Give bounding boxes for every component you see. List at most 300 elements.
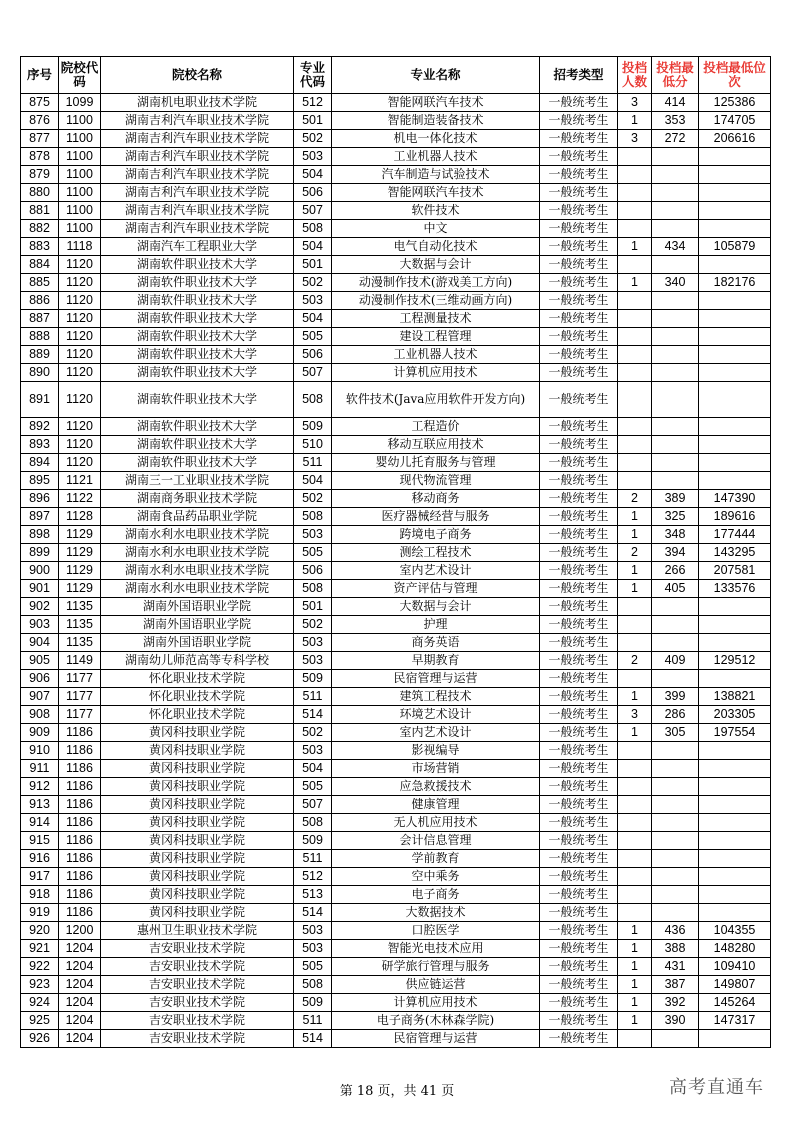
cell-major-code: 503: [294, 292, 332, 310]
cell-min-score: [652, 616, 699, 634]
cell-min-score: [652, 202, 699, 220]
cell-major-code: 508: [294, 580, 332, 598]
cell-type: 一般统考生: [540, 886, 618, 904]
cell-school-name: 湖南软件职业技术大学: [101, 436, 294, 454]
cell-seq: 921: [21, 940, 59, 958]
cell-major-name: 医疗器械经营与服务: [332, 508, 540, 526]
table-row: [21, 742, 771, 760]
cell-school-code: 1186: [59, 814, 101, 832]
cell-school-name: 湖南吉利汽车职业技术学院: [101, 184, 294, 202]
cell-school-code: 1186: [59, 778, 101, 796]
cell-type: 一般统考生: [540, 238, 618, 256]
cell-min-rank: 197554: [699, 724, 771, 742]
cell-seq: 892: [21, 418, 59, 436]
cell-min-score: 390: [652, 1012, 699, 1030]
cell-min-rank: 203305: [699, 706, 771, 724]
cell-count: 1: [618, 274, 652, 292]
table-row: [21, 310, 771, 328]
cell-type: 一般统考生: [540, 904, 618, 922]
cell-seq: 881: [21, 202, 59, 220]
table-body: [21, 94, 771, 1048]
cell-major-name: 建筑工程技术: [332, 688, 540, 706]
cell-count: [618, 886, 652, 904]
cell-school-name: 黄冈科技职业学院: [101, 778, 294, 796]
cell-min-rank: [699, 310, 771, 328]
cell-major-name: 民宿管理与运营: [332, 670, 540, 688]
cell-major-name: 软件技术: [332, 202, 540, 220]
cell-type: 一般统考生: [540, 202, 618, 220]
cell-major-code: 503: [294, 940, 332, 958]
cell-type: 一般统考生: [540, 616, 618, 634]
cell-min-score: [652, 418, 699, 436]
cell-school-name: 吉安职业技术学院: [101, 940, 294, 958]
cell-major-code: 502: [294, 490, 332, 508]
cell-seq: 887: [21, 310, 59, 328]
cell-count: 1: [618, 1012, 652, 1030]
cell-school-code: 1129: [59, 526, 101, 544]
cell-min-rank: [699, 796, 771, 814]
table-row: [21, 148, 771, 166]
cell-major-code: 510: [294, 436, 332, 454]
cell-school-name: 黄冈科技职业学院: [101, 760, 294, 778]
table-row: [21, 112, 771, 130]
cell-school-code: 1186: [59, 886, 101, 904]
admission-table: [20, 56, 771, 1048]
cell-count: 3: [618, 706, 652, 724]
cell-type: 一般统考生: [540, 1012, 618, 1030]
cell-major-name: 智能网联汽车技术: [332, 94, 540, 112]
cell-major-code: 505: [294, 958, 332, 976]
table-row: [21, 256, 771, 274]
cell-major-name: 工业机器人技术: [332, 346, 540, 364]
cell-type: 一般统考生: [540, 850, 618, 868]
cell-school-code: 1120: [59, 346, 101, 364]
table-row: [21, 706, 771, 724]
cell-school-code: 1200: [59, 922, 101, 940]
cell-min-rank: [699, 454, 771, 472]
cell-seq: 890: [21, 364, 59, 382]
cell-count: [618, 382, 652, 418]
cell-seq: 908: [21, 706, 59, 724]
cell-major-name: 智能制造装备技术: [332, 112, 540, 130]
header-major-code: 专业代码: [294, 57, 332, 94]
header-seq: 序号: [21, 57, 59, 94]
cell-school-code: 1186: [59, 832, 101, 850]
cell-school-name: 湖南软件职业技术大学: [101, 454, 294, 472]
cell-min-score: [652, 346, 699, 364]
cell-school-code: 1100: [59, 112, 101, 130]
table-row: [21, 832, 771, 850]
cell-count: [618, 742, 652, 760]
cell-count: 2: [618, 544, 652, 562]
cell-school-code: 1099: [59, 94, 101, 112]
cell-min-score: 431: [652, 958, 699, 976]
cell-major-name: 大数据与会计: [332, 598, 540, 616]
table-row: [21, 544, 771, 562]
cell-school-name: 湖南水利水电职业技术学院: [101, 562, 294, 580]
cell-count: [618, 292, 652, 310]
cell-count: [618, 850, 652, 868]
cell-min-score: 434: [652, 238, 699, 256]
cell-min-score: 286: [652, 706, 699, 724]
cell-major-name: 机电一体化技术: [332, 130, 540, 148]
cell-school-name: 湖南软件职业技术大学: [101, 256, 294, 274]
cell-min-rank: 109410: [699, 958, 771, 976]
cell-count: 1: [618, 958, 652, 976]
cell-count: [618, 256, 652, 274]
cell-seq: 916: [21, 850, 59, 868]
cell-school-name: 湖南吉利汽车职业技术学院: [101, 166, 294, 184]
cell-type: 一般统考生: [540, 148, 618, 166]
cell-count: 1: [618, 112, 652, 130]
cell-min-rank: 149807: [699, 976, 771, 994]
cell-type: 一般统考生: [540, 994, 618, 1012]
cell-min-score: [652, 886, 699, 904]
cell-major-code: 503: [294, 634, 332, 652]
cell-school-name: 湖南软件职业技术大学: [101, 274, 294, 292]
cell-seq: 914: [21, 814, 59, 832]
cell-school-code: 1120: [59, 364, 101, 382]
cell-seq: 885: [21, 274, 59, 292]
table-row: [21, 220, 771, 238]
cell-major-code: 514: [294, 706, 332, 724]
table-row: [21, 580, 771, 598]
cell-school-name: 湖南外国语职业学院: [101, 598, 294, 616]
cell-major-name: 会计信息管理: [332, 832, 540, 850]
table-row: [21, 490, 771, 508]
cell-min-rank: 125386: [699, 94, 771, 112]
cell-min-rank: [699, 436, 771, 454]
cell-min-rank: [699, 778, 771, 796]
cell-type: 一般统考生: [540, 382, 618, 418]
cell-school-code: 1186: [59, 742, 101, 760]
cell-school-code: 1129: [59, 580, 101, 598]
cell-school-code: 1204: [59, 940, 101, 958]
cell-major-code: 508: [294, 382, 332, 418]
cell-school-name: 湖南幼儿师范高等专科学校: [101, 652, 294, 670]
cell-school-code: 1120: [59, 310, 101, 328]
cell-major-code: 501: [294, 112, 332, 130]
cell-major-name: 建设工程管理: [332, 328, 540, 346]
cell-major-code: 511: [294, 688, 332, 706]
cell-seq: 888: [21, 328, 59, 346]
cell-major-name: 电子商务(木林森学院): [332, 1012, 540, 1030]
cell-type: 一般统考生: [540, 922, 618, 940]
cell-major-name: 护理: [332, 616, 540, 634]
cell-major-name: 动漫制作技术(游戏美工方向): [332, 274, 540, 292]
cell-major-code: 501: [294, 256, 332, 274]
cell-min-rank: 145264: [699, 994, 771, 1012]
cell-min-score: 394: [652, 544, 699, 562]
cell-school-code: 1120: [59, 418, 101, 436]
cell-seq: 925: [21, 1012, 59, 1030]
cell-seq: 904: [21, 634, 59, 652]
cell-major-name: 室内艺术设计: [332, 562, 540, 580]
cell-school-code: 1186: [59, 796, 101, 814]
cell-major-code: 504: [294, 760, 332, 778]
cell-school-code: 1204: [59, 976, 101, 994]
cell-school-name: 湖南软件职业技术大学: [101, 418, 294, 436]
cell-school-code: 1100: [59, 220, 101, 238]
cell-seq: 875: [21, 94, 59, 112]
cell-min-score: 305: [652, 724, 699, 742]
cell-major-code: 509: [294, 670, 332, 688]
cell-seq: 918: [21, 886, 59, 904]
table-row: [21, 274, 771, 292]
cell-school-code: 1120: [59, 382, 101, 418]
cell-school-name: 湖南吉利汽车职业技术学院: [101, 202, 294, 220]
cell-min-score: [652, 850, 699, 868]
cell-major-name: 汽车制造与试验技术: [332, 166, 540, 184]
cell-type: 一般统考生: [540, 868, 618, 886]
cell-min-score: 353: [652, 112, 699, 130]
cell-school-code: 1100: [59, 166, 101, 184]
cell-school-name: 吉安职业技术学院: [101, 958, 294, 976]
cell-school-name: 黄冈科技职业学院: [101, 904, 294, 922]
cell-min-score: [652, 1030, 699, 1048]
cell-type: 一般统考生: [540, 940, 618, 958]
table-row: [21, 166, 771, 184]
cell-min-rank: [699, 832, 771, 850]
cell-major-name: 跨境电子商务: [332, 526, 540, 544]
table-row: [21, 184, 771, 202]
cell-school-name: 湖南吉利汽车职业技术学院: [101, 112, 294, 130]
cell-count: 1: [618, 688, 652, 706]
cell-school-code: 1122: [59, 490, 101, 508]
cell-seq: 882: [21, 220, 59, 238]
cell-count: [618, 868, 652, 886]
cell-school-name: 湖南吉利汽车职业技术学院: [101, 220, 294, 238]
table-row: [21, 994, 771, 1012]
cell-seq: 909: [21, 724, 59, 742]
cell-school-code: 1100: [59, 202, 101, 220]
header-count: 投档人数: [618, 57, 652, 94]
cell-min-rank: [699, 634, 771, 652]
cell-seq: 884: [21, 256, 59, 274]
cell-type: 一般统考生: [540, 760, 618, 778]
cell-school-code: 1186: [59, 760, 101, 778]
cell-min-score: 405: [652, 580, 699, 598]
cell-school-name: 湖南汽车工程职业大学: [101, 238, 294, 256]
cell-min-rank: [699, 148, 771, 166]
table-row: [21, 778, 771, 796]
cell-seq: 901: [21, 580, 59, 598]
cell-type: 一般统考生: [540, 490, 618, 508]
cell-min-rank: [699, 616, 771, 634]
cell-min-rank: [699, 184, 771, 202]
cell-seq: 878: [21, 148, 59, 166]
cell-school-name: 湖南商务职业技术学院: [101, 490, 294, 508]
cell-min-rank: 148280: [699, 940, 771, 958]
cell-major-name: 商务英语: [332, 634, 540, 652]
cell-seq: 920: [21, 922, 59, 940]
cell-major-code: 509: [294, 418, 332, 436]
cell-school-code: 1120: [59, 274, 101, 292]
table-row: [21, 130, 771, 148]
cell-major-code: 501: [294, 598, 332, 616]
cell-min-score: 387: [652, 976, 699, 994]
cell-major-code: 509: [294, 832, 332, 850]
cell-school-code: 1177: [59, 670, 101, 688]
cell-major-code: 505: [294, 328, 332, 346]
cell-school-code: 1128: [59, 508, 101, 526]
cell-type: 一般统考生: [540, 976, 618, 994]
cell-type: 一般统考生: [540, 256, 618, 274]
cell-seq: 877: [21, 130, 59, 148]
table-row: [21, 940, 771, 958]
cell-min-score: 414: [652, 94, 699, 112]
cell-major-name: 应急救援技术: [332, 778, 540, 796]
cell-min-score: 409: [652, 652, 699, 670]
cell-type: 一般统考生: [540, 418, 618, 436]
cell-count: 1: [618, 940, 652, 958]
cell-school-code: 1118: [59, 238, 101, 256]
cell-type: 一般统考生: [540, 706, 618, 724]
cell-seq: 880: [21, 184, 59, 202]
cell-major-code: 503: [294, 922, 332, 940]
cell-school-name: 吉安职业技术学院: [101, 994, 294, 1012]
cell-min-rank: 147390: [699, 490, 771, 508]
cell-type: 一般统考生: [540, 670, 618, 688]
header-school-code: 院校代码: [59, 57, 101, 94]
cell-count: [618, 616, 652, 634]
cell-major-name: 计算机应用技术: [332, 994, 540, 1012]
header-type: 招考类型: [540, 57, 618, 94]
cell-min-rank: 138821: [699, 688, 771, 706]
table-row: [21, 598, 771, 616]
cell-major-code: 507: [294, 364, 332, 382]
cell-min-rank: [699, 472, 771, 490]
cell-major-name: 供应链运营: [332, 976, 540, 994]
cell-school-name: 怀化职业技术学院: [101, 706, 294, 724]
cell-school-code: 1204: [59, 1030, 101, 1048]
cell-major-code: 511: [294, 1012, 332, 1030]
cell-seq: 891: [21, 382, 59, 418]
cell-major-code: 506: [294, 562, 332, 580]
cell-min-rank: 133576: [699, 580, 771, 598]
cell-min-rank: 206616: [699, 130, 771, 148]
cell-type: 一般统考生: [540, 220, 618, 238]
cell-type: 一般统考生: [540, 472, 618, 490]
cell-seq: 915: [21, 832, 59, 850]
cell-count: 2: [618, 490, 652, 508]
cell-type: 一般统考生: [540, 526, 618, 544]
cell-major-code: 508: [294, 220, 332, 238]
table-row: [21, 616, 771, 634]
cell-min-rank: 182176: [699, 274, 771, 292]
cell-count: [618, 760, 652, 778]
cell-count: 1: [618, 562, 652, 580]
cell-count: [618, 166, 652, 184]
cell-min-rank: [699, 850, 771, 868]
table-row: [21, 202, 771, 220]
cell-type: 一般统考生: [540, 724, 618, 742]
cell-major-code: 514: [294, 1030, 332, 1048]
cell-school-code: 1100: [59, 130, 101, 148]
cell-major-name: 工程造价: [332, 418, 540, 436]
cell-min-score: [652, 598, 699, 616]
cell-count: [618, 436, 652, 454]
cell-count: [618, 598, 652, 616]
cell-major-code: 502: [294, 616, 332, 634]
table-row: [21, 796, 771, 814]
cell-type: 一般统考生: [540, 652, 618, 670]
cell-school-name: 黄冈科技职业学院: [101, 814, 294, 832]
cell-major-code: 503: [294, 148, 332, 166]
admission-table-container: [20, 56, 770, 1048]
cell-type: 一般统考生: [540, 454, 618, 472]
cell-type: 一般统考生: [540, 562, 618, 580]
brand-watermark: 高考直通车: [669, 1077, 764, 1098]
cell-school-name: 湖南三一工业职业技术学院: [101, 472, 294, 490]
cell-min-rank: 207581: [699, 562, 771, 580]
cell-min-rank: [699, 670, 771, 688]
cell-min-rank: [699, 202, 771, 220]
cell-seq: 897: [21, 508, 59, 526]
cell-school-code: 1186: [59, 904, 101, 922]
cell-min-rank: [699, 598, 771, 616]
cell-major-code: 505: [294, 544, 332, 562]
cell-school-code: 1120: [59, 328, 101, 346]
header-min-score: 投档最低分: [652, 57, 699, 94]
table-row: [21, 886, 771, 904]
cell-school-code: 1135: [59, 598, 101, 616]
cell-school-name: 黄冈科技职业学院: [101, 886, 294, 904]
cell-min-rank: [699, 868, 771, 886]
cell-school-code: 1120: [59, 256, 101, 274]
cell-seq: 907: [21, 688, 59, 706]
cell-count: [618, 1030, 652, 1048]
cell-seq: 906: [21, 670, 59, 688]
cell-seq: 911: [21, 760, 59, 778]
cell-count: 1: [618, 508, 652, 526]
cell-major-name: 室内艺术设计: [332, 724, 540, 742]
cell-min-score: [652, 310, 699, 328]
cell-major-code: 508: [294, 508, 332, 526]
cell-count: [618, 220, 652, 238]
cell-school-code: 1120: [59, 454, 101, 472]
cell-school-name: 湖南软件职业技术大学: [101, 382, 294, 418]
cell-min-rank: [699, 346, 771, 364]
cell-min-score: [652, 328, 699, 346]
cell-count: [618, 778, 652, 796]
cell-school-name: 湖南水利水电职业技术学院: [101, 580, 294, 598]
table-row: [21, 850, 771, 868]
cell-min-score: 266: [652, 562, 699, 580]
cell-min-rank: [699, 1030, 771, 1048]
cell-min-rank: [699, 364, 771, 382]
cell-major-name: 现代物流管理: [332, 472, 540, 490]
cell-seq: 902: [21, 598, 59, 616]
cell-major-name: 工程测量技术: [332, 310, 540, 328]
cell-seq: 894: [21, 454, 59, 472]
table-row: [21, 292, 771, 310]
cell-min-score: 392: [652, 994, 699, 1012]
cell-major-name: 早期教育: [332, 652, 540, 670]
cell-major-name: 测绘工程技术: [332, 544, 540, 562]
table-row: [21, 562, 771, 580]
cell-school-code: 1135: [59, 616, 101, 634]
table-row: [21, 364, 771, 382]
cell-type: 一般统考生: [540, 688, 618, 706]
cell-major-code: 504: [294, 472, 332, 490]
cell-major-name: 移动商务: [332, 490, 540, 508]
cell-type: 一般统考生: [540, 832, 618, 850]
cell-min-score: 389: [652, 490, 699, 508]
cell-min-rank: [699, 814, 771, 832]
cell-school-name: 湖南软件职业技术大学: [101, 292, 294, 310]
cell-count: [618, 184, 652, 202]
